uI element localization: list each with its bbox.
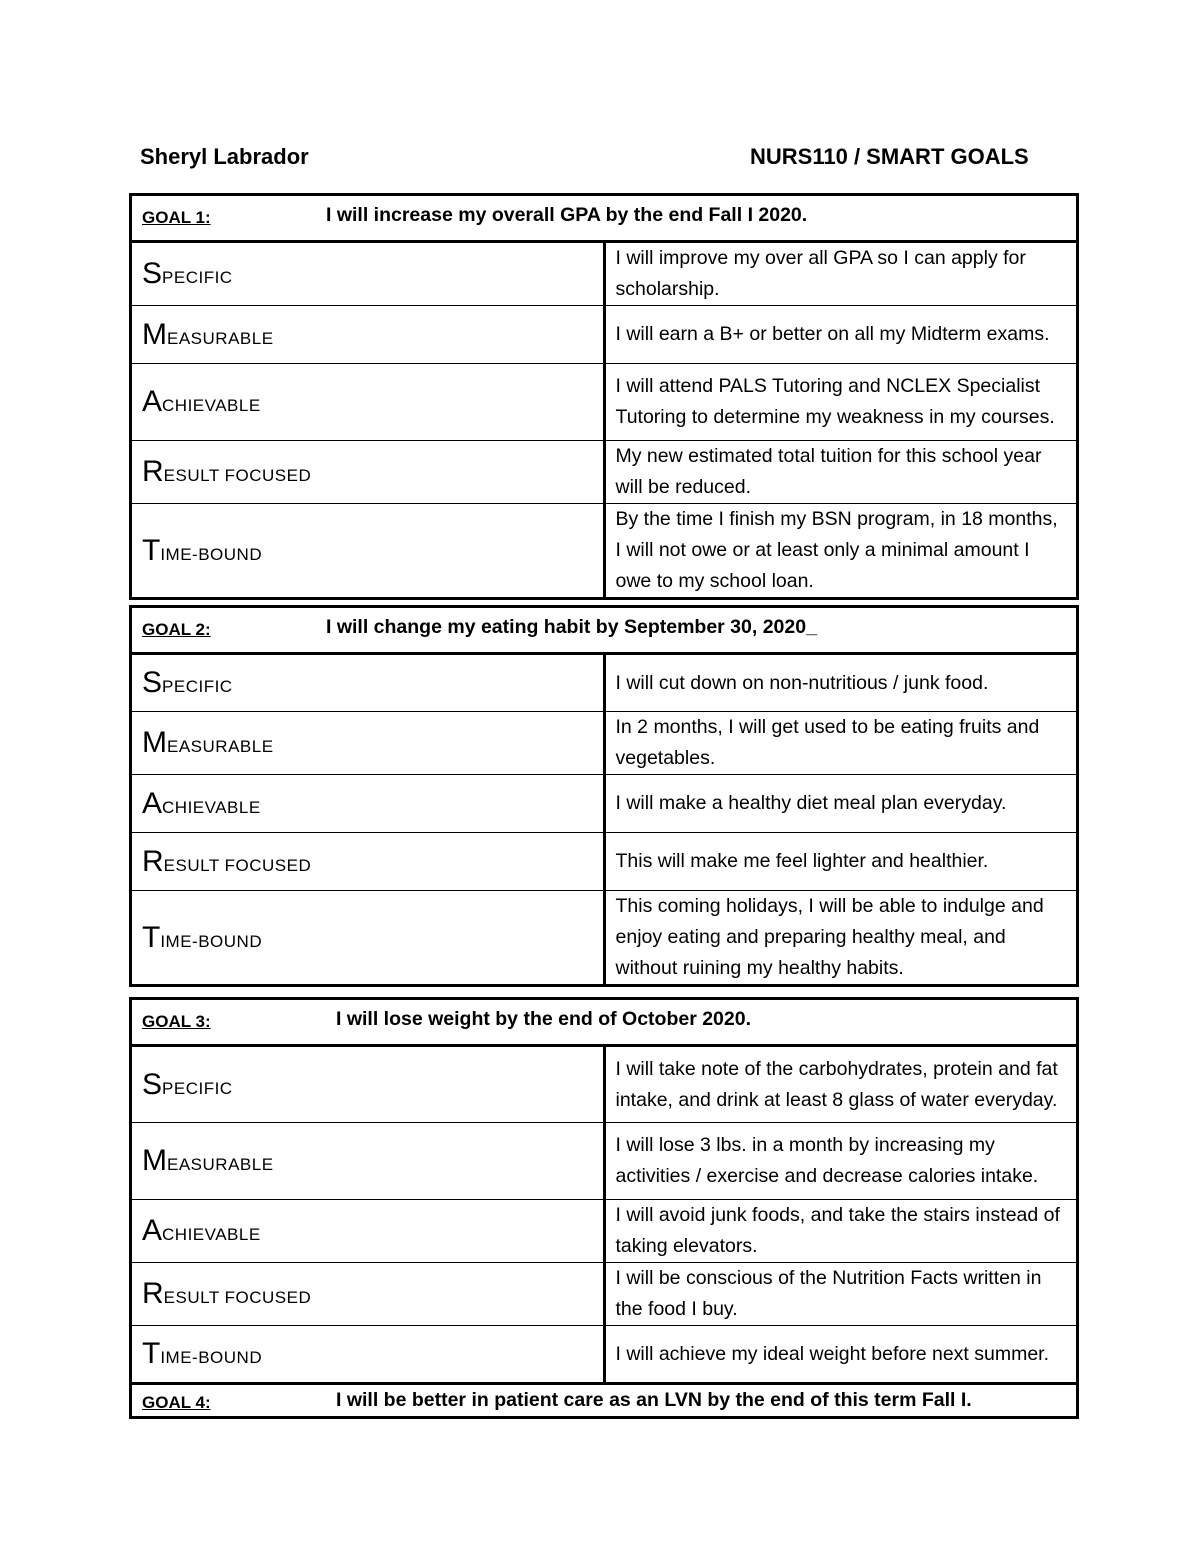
goal-3-time: I will achieve my ideal weight before next summer. [604,1326,1078,1384]
goal-3-header [131,999,1078,1046]
achievable-label: ACHIEVABLE [131,775,605,833]
measurable-label: MEASURABLE [131,306,605,364]
goal-3-achievable: I will avoid junk foods, and take the stairs instead of taking elevators. [604,1200,1078,1263]
goal-2-label: GOAL 2: [142,620,211,639]
achievable-label: ACHIEVABLE [131,1200,605,1263]
goal-3-label: GOAL 3: [142,1012,211,1031]
goal-1-table [129,193,1079,600]
goal-4-label: GOAL 4: [142,1393,211,1412]
achievable-label: ACHIEVABLE [131,364,605,441]
goal-4-header [131,1384,1078,1418]
student-name: Sheryl Labrador [140,144,309,169]
goal-3-measurable: I will lose 3 lbs. in a month by increasing my activities / exercise and decrease calories intake. [604,1123,1078,1200]
goal-2-specific: I will cut down on non-nutritious / junk food. [604,654,1078,712]
goal-3-result: I will be conscious of the Nutrition Facts written in the food I buy. [604,1263,1078,1326]
result-label: RESULT FOCUSED [131,441,605,504]
goal-4-title: I will be better in patient care as an LVN by the end of this term Fall I. [336,1389,972,1411]
goal-3-specific: I will take note of the carbohydrates, protein and fat intake, and drink at least 8 glass of water everyday. [604,1046,1078,1123]
course-title: NURS110 / SMART GOALS [750,144,1029,169]
goal-1-time: By the time I finish my BSN program, in 18 months, I will not owe or at least only a minimal amount I owe to my school loan. [604,504,1078,599]
goal-1-result: My new estimated total tuition for this school year will be reduced. [604,441,1078,504]
goal-2-header [131,607,1078,654]
goal-1-header [131,195,1078,242]
measurable-label: MEASURABLE [131,1123,605,1200]
goal-1-label: GOAL 1: [142,208,211,227]
goal-3-title: I will lose weight by the end of October 2020. [336,1008,752,1030]
goal-2-measurable: In 2 months, I will get used to be eating fruits and vegetables. [604,712,1078,775]
goal-2-table [129,605,1079,987]
goal-2-title: I will change my eating habit by September 30, 2020_ [326,616,817,638]
time-label: TIME-BOUND [131,504,605,599]
goal-1-achievable: I will attend PALS Tutoring and NCLEX Specialist Tutoring to determine my weakness in my courses. [604,364,1078,441]
time-label: TIME-BOUND [131,891,605,986]
goal-1-measurable: I will earn a B+ or better on all my Midterm exams. [604,306,1078,364]
goal-1-title: I will increase my overall GPA by the end Fall I 2020. [326,204,808,226]
specific-label: SPECIFIC [131,654,605,712]
goal-2-result: This will make me feel lighter and healthier. [604,833,1078,891]
goal-1-specific: I will improve my over all GPA so I can apply for scholarship. [604,242,1078,306]
specific-label: SPECIFIC [131,242,605,306]
time-label: TIME-BOUND [131,1326,605,1384]
measurable-label: MEASURABLE [131,712,605,775]
goal-2-time: This coming holidays, I will be able to indulge and enjoy eating and preparing healthy meal, and without ruining my healthy habits. [604,891,1078,986]
goal-3-table [129,997,1079,1419]
goal-2-achievable: I will make a healthy diet meal plan everyday. [604,775,1078,833]
result-label: RESULT FOCUSED [131,833,605,891]
result-label: RESULT FOCUSED [131,1263,605,1326]
specific-label: SPECIFIC [131,1046,605,1123]
